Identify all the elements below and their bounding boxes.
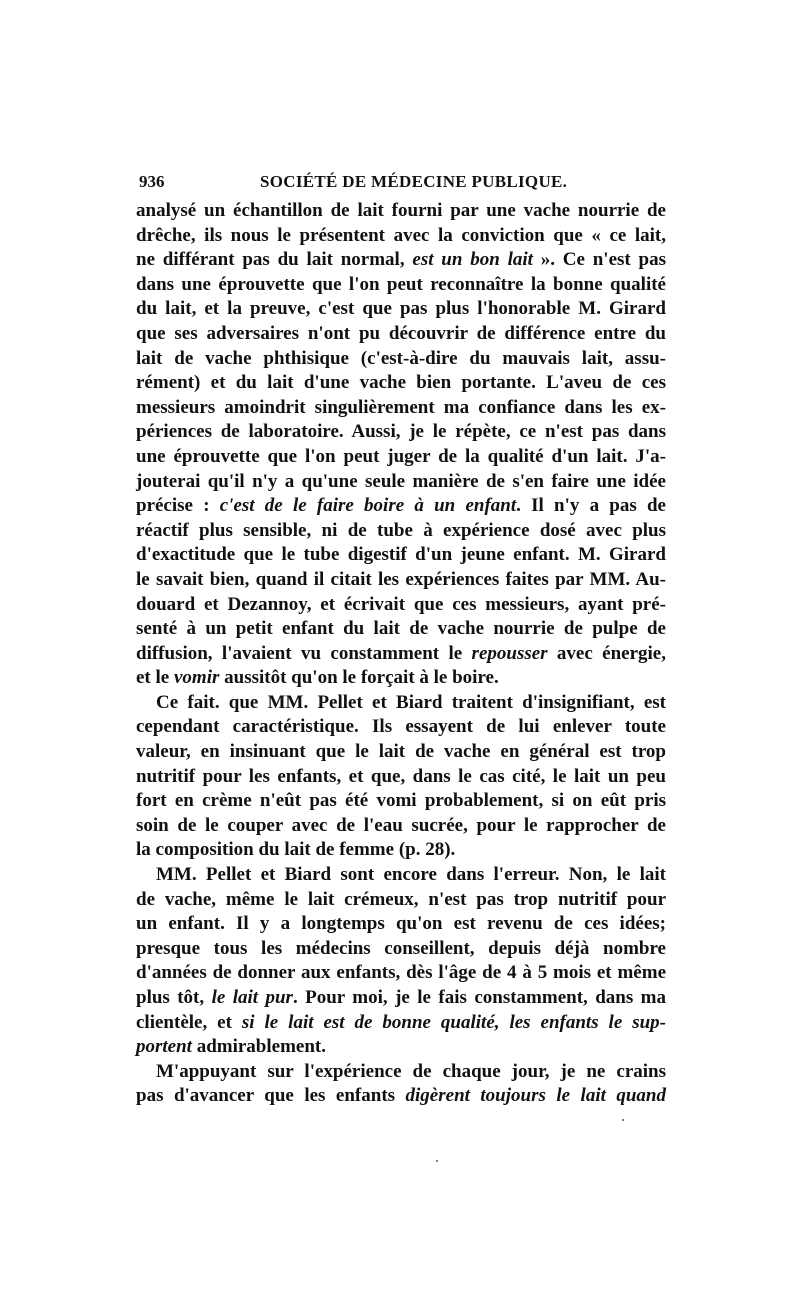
running-title: SOCIÉTÉ DE MÉDECINE PUBLIQUE. xyxy=(260,172,568,191)
text-line: jouterai qu'il n'y a qu'une seule manière de s'en faire une idée xyxy=(136,470,666,492)
text-line: le savait bien, quand il citait les expériences faites par MM. Au- xyxy=(136,568,666,590)
text-line: valeur, en insinuant que le lait de vache en général est trop xyxy=(136,741,666,763)
text-line: drêche, ils nous le présentent avec la conviction que « ce lait, xyxy=(136,224,666,246)
text-line: lait de vache phthisique (c'est-à-dire du mauvais lait, assu- xyxy=(136,347,666,369)
body-text xyxy=(136,199,666,1109)
text-line: rément) et du lait d'une vache bien portante. L'aveu de ces xyxy=(136,372,666,394)
text-line: de vache, même le lait crémeux, n'est pas trop nutritif pour xyxy=(136,888,666,910)
text-line: senté à un petit enfant du lait de vache nourrie de pulpe de xyxy=(136,618,666,640)
text-line: et le vomir aussitôt qu'on le forçait à le boire. xyxy=(136,667,499,689)
text-line: périences de laboratoire. Aussi, je le répète, ce n'est pas dans xyxy=(136,421,666,443)
text-line: la composition du lait de femme (p. 28). xyxy=(136,839,456,861)
text-line: MM. Pellet et Biard sont encore dans l'erreur. Non, le lait xyxy=(156,864,666,886)
text-line: presque tous les médecins conseillent, depuis déjà nombre xyxy=(136,937,666,959)
text-line: plus tôt, le lait pur. Pour moi, je le fais constamment, dans ma xyxy=(136,987,666,1008)
text-line: d'années de donner aux enfants, dès l'âge de 4 à 5 mois et même xyxy=(136,962,666,984)
text-line: un enfant. Il y a longtemps qu'on est revenu de ces idées; xyxy=(136,913,666,935)
text-line: analysé un échantillon de lait fourni par une vache nourrie de xyxy=(136,200,666,221)
text-line: ne différant pas du lait normal, est un bon lait ». Ce n'est pas xyxy=(136,249,666,271)
text-line: réactif plus sensible, ni de tube à expérience dosé avec plus xyxy=(136,519,666,541)
text-line: portent admirablement. xyxy=(136,1036,326,1058)
text-line: Ce fait. que MM. Pellet et Biard traitent d'insignifiant, est xyxy=(156,691,666,713)
text-line: dans une éprouvette que l'on peut reconnaître la bonne qualité xyxy=(136,273,666,295)
text-line: soin de le couper avec de l'eau sucrée, pour le rapprocher de xyxy=(136,814,666,836)
text-line: d'exactitude que le tube digestif d'un jeune enfant. M. Girard xyxy=(136,544,666,566)
text-line: douard et Dezannoy, et écrivait que ces messieurs, ayant pré- xyxy=(136,593,666,615)
text-line: clientèle, et si le lait est de bonne qualité, les enfants le sup- xyxy=(136,1011,666,1033)
text-line: une éprouvette que l'on peut juger de la qualité d'un lait. J'a- xyxy=(136,445,666,467)
text-line: du lait, et la preuve, c'est que pas plus l'honorable M. Girard xyxy=(136,298,666,320)
page-number: 936 xyxy=(139,172,165,191)
text-line: diffusion, l'avaient vu constamment le repousser avec énergie, xyxy=(136,642,666,664)
text-line: précise : c'est de le faire boire à un enfant. Il n'y a pas de xyxy=(136,495,666,517)
scan-speck xyxy=(622,1119,624,1121)
text-line: M'appuyant sur l'expérience de chaque jour, je ne crains xyxy=(156,1060,666,1082)
text-line: pas d'avancer que les enfants digèrent toujours le lait quand xyxy=(136,1085,667,1107)
scan-speck xyxy=(436,1160,438,1162)
text-line: nutritif pour les enfants, et que, dans le cas cité, le lait un peu xyxy=(136,765,666,787)
text-line: que ses adversaires n'ont pu découvrir de différence entre du xyxy=(136,322,666,344)
text-line: cependant caractéristique. Ils essayent de lui enlever toute xyxy=(136,716,666,738)
running-header xyxy=(136,168,666,194)
text-line: fort en crème n'eût pas été vomi probablement, si on eût pris xyxy=(136,790,666,812)
text-line: messieurs amoindrit singulièrement ma confiance dans les ex- xyxy=(136,396,666,418)
